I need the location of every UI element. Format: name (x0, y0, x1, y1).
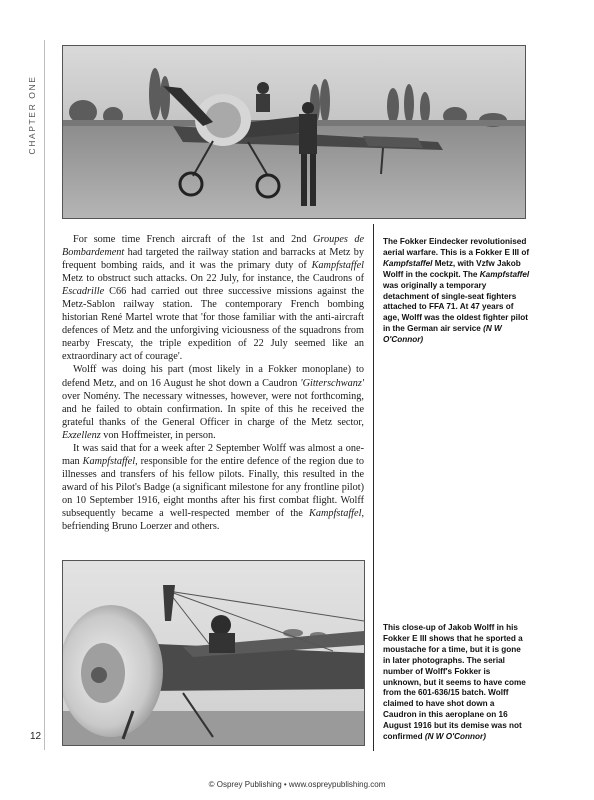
text-run: It was said that for a week after 2 September Wolff was almost a one-man (62, 442, 364, 467)
italic-term: 'Gitterschwanz' (300, 377, 364, 389)
article-body (62, 233, 364, 533)
photo-wolff-closeup (62, 560, 365, 746)
caption-top-photo (383, 237, 530, 346)
text-run: For some time French aircraft of the 1st and 2nd (73, 234, 313, 245)
footer-copyright: © Osprey Publishing • www.ospreypublishing.com (208, 780, 386, 789)
caption-italic-run: (N W O'Connor) (383, 324, 502, 345)
caption-bottom-photo (383, 623, 530, 743)
chapter-label: CHAPTER ONE (27, 75, 37, 155)
wolff-closeup-image (63, 561, 364, 745)
fokker-airfield-image (63, 46, 525, 218)
italic-term: Kampfstaffel (311, 260, 364, 272)
text-run: von Hoffmeister, in person. (100, 429, 216, 441)
italic-term: Kampfstaffel (82, 455, 136, 467)
caption-text-run: This close-up of Jakob Wolff in his Fokker E III shows that he sported a moustache for a time, but it is gone in later photographs. The serial number of Wolff's Fokker is unknown, but it seems to have come from the 601-636/15 batch. Wolff claimed to have shot down a Caudron in this aeroplane on 16 August 1916 but its demise was not confirmed (383, 623, 526, 742)
body-paragraph (62, 442, 364, 533)
caption-text-run: was originally a temporary detachment of single-seat fighters attached to FFA 71. At 47 years of age, Wolff was the oldest fighter pilot in the German air service (383, 280, 528, 334)
caption-text-run: The Fokker Eindecker revolutionised aerial warfare. This is a Fokker E III of (383, 237, 530, 257)
italic-term: Exzellenz (62, 429, 101, 441)
caption-text-run: Metz, with Vzfw Jakob Wolff in the cockpit. The (383, 258, 521, 279)
text-run: C66 had carried out three successive missions against the Metz-Sablon railway station. The contemporary French bombing historian René Martel wrote that 'for those familiar with the anti-aircraft defences of Metz and the unforgiving viciousness of the squadrons from nearby Frescaty, the triple expedition of 22 July seemed like an extraordinary act of courage'. (62, 286, 364, 363)
margin-rule (44, 40, 45, 750)
body-paragraph (62, 363, 364, 441)
body-paragraph (62, 233, 364, 363)
column-divider (373, 224, 374, 751)
italic-term: Kampfstaffel (309, 507, 362, 519)
text-run: Wolff was doing his part (most likely in a Fokker monoplane) to defend Metz, and on 16 August he shot down a Caudron (62, 364, 364, 389)
photo-fokker-airfield (62, 45, 526, 219)
text-run: Metz to obstruct such attacks. On 22 July, for instance, the Caudrons of (62, 273, 364, 285)
italic-term: Escadrille (62, 286, 105, 298)
caption-italic-run: Kampfstaffel (383, 258, 433, 268)
text-run: , befriending Bruno Loerzer and others. (62, 507, 364, 533)
italic-term: Groupes de Bombardement (62, 234, 364, 259)
page-number: 12 (30, 731, 42, 742)
caption-italic-run: Kampfstaffel (479, 269, 530, 279)
text-run: , responsible for the entire defence of the region due to illnesses and transfers of his fellow pilots. Finally, this resulted in the award of his Pilot's Badge (a significant milestone for any frontline pilot) on 10 September 1916, eight months after his first combat flight. Wolff subsequently became a well-respected member of the (62, 455, 364, 519)
caption-italic-run: (N W O'Connor) (424, 732, 486, 742)
text-run: had targeted the railway station and barracks at Metz by frequent bombing raids, and it was the primary duty of (62, 247, 364, 272)
chapter-tab (26, 60, 38, 180)
text-run: over Nomény. The necessary witnesses, however, were not forthcoming, and he failed to obtain confirmation. In spite of this he received the grateful thanks of the General Officer in charge of the Metz sector, (62, 390, 364, 428)
